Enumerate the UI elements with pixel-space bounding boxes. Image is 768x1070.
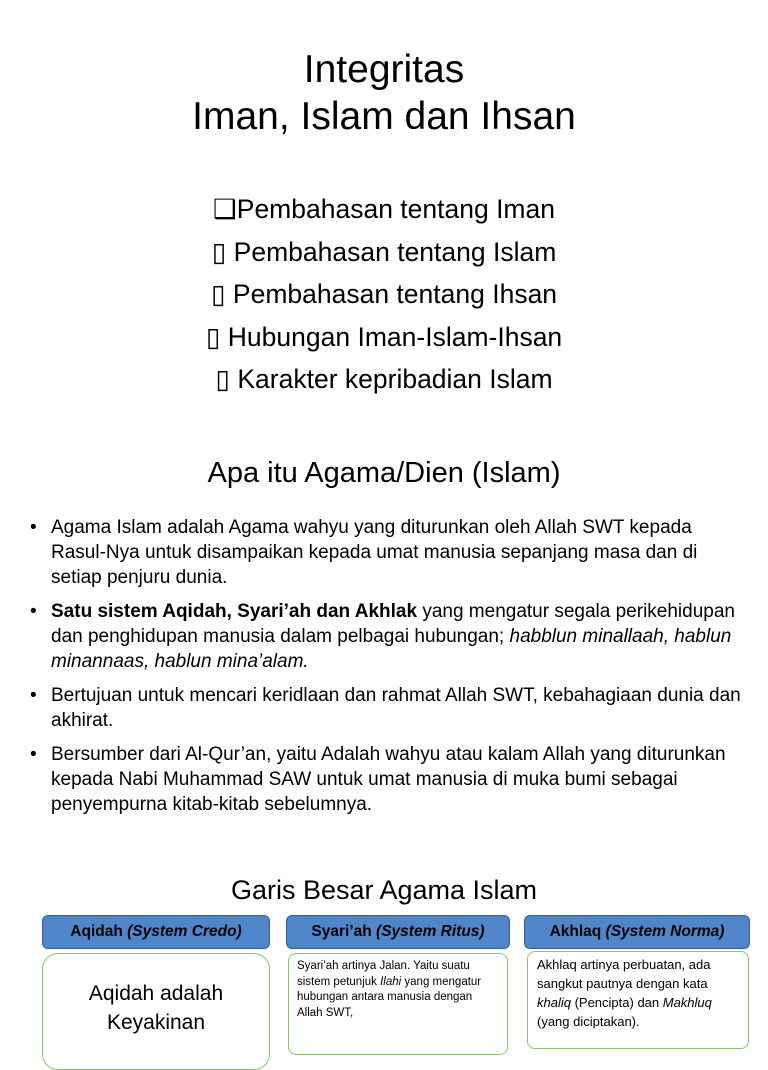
agenda-item: [0, 188, 768, 231]
aqidah-header-italic: (System Credo): [127, 923, 242, 940]
akhlaq-body-italic: khaliq: [537, 995, 571, 1010]
syariah-body-text: yang mengatur hubungan antara manusia dengan Allah SWT,: [297, 975, 482, 1019]
agenda-item-text: Pembahasan tentang Islam: [233, 236, 557, 267]
akhlaq-body-text: (yang diciptakan).: [537, 1014, 640, 1029]
agenda-item-text: Hubungan Iman-Islam-Ihsan: [227, 321, 563, 352]
syariah-header-italic: (System Ritus): [376, 923, 485, 940]
bullet-italic-text: habblun minallaah, hablun minannaas, hablun mina’alam.: [51, 626, 732, 672]
slide-title: [0, 46, 768, 140]
missing-glyph-icon: ▯: [215, 364, 230, 394]
agenda-item: [0, 231, 768, 274]
syariah-body-italic: Ilahi: [380, 975, 402, 988]
aqidah-header: [42, 915, 270, 949]
section-title-garis-besar: Garis Besar Agama Islam: [230, 875, 538, 905]
section-title-agama: Apa itu Agama/Dien (Islam): [207, 457, 561, 489]
aqidah-body: [42, 953, 270, 1070]
missing-glyph-icon: ▯: [211, 236, 227, 267]
akhlaq-header: [524, 915, 750, 949]
bullet-item: [30, 742, 750, 817]
aqidah-body-line2: Keyakinan: [106, 1011, 206, 1034]
slide-title-line2: Iman, Islam dan Ihsan: [192, 95, 576, 138]
akhlaq-body-text: (Pencipta) dan: [570, 995, 663, 1010]
agenda-item-text: Pembahasan tentang Iman: [236, 194, 555, 224]
bullet-text: Agama Islam adalah Agama wahyu yang diturunkan oleh Allah SWT kepada Rasul-Nya untuk disampaikan kepada umat manusia sepanjang masa dan di setiap penjuru dunia.: [51, 517, 698, 588]
agenda-list: [0, 188, 768, 401]
agenda-item: [0, 358, 768, 401]
akhlaq-header-label: Akhlaq: [549, 923, 606, 940]
akhlaq-header-italic: (System Norma): [605, 923, 725, 940]
bullet-text: Bersumber dari Al-Qur’an, yaitu Adalah wahyu atau kalam Allah yang diturunkan kepada Nabi Muhammad SAW untuk umat manusia di muka bumi sebagai penyempurna kitab-kitab sebelumnya.: [51, 744, 726, 815]
bullet-text: yang mengatur segala perikehidupan dan penghidupan manusia dalam pelbagai hubungan;: [51, 601, 735, 647]
syariah-header: [286, 915, 510, 949]
syariah-body-text: Syari’ah artinya Jalan. Yaitu suatu sistem petunjuk: [297, 960, 470, 988]
bullet-icon: •: [30, 601, 37, 622]
missing-glyph-icon: ▯: [205, 321, 221, 352]
slide-title-line1: Integritas: [303, 48, 465, 91]
bullet-icon: •: [30, 744, 37, 765]
aqidah-header-label: Aqidah: [70, 923, 128, 940]
syariah-header-label: Syari’ah: [311, 923, 377, 940]
bullet-item: [30, 515, 750, 590]
bullet-icon: •: [30, 685, 37, 706]
bullet-item: [30, 683, 750, 733]
agenda-item-text: Karakter kepribadian Islam: [237, 364, 553, 394]
missing-glyph-icon: ▯: [210, 279, 226, 309]
bullet-icon: •: [30, 517, 37, 538]
checkbox-icon: ❑: [213, 194, 237, 224]
akhlaq-body: [527, 951, 749, 1049]
bullet-item: [30, 599, 750, 674]
bullet-bold-text: Satu sistem Aqidah, Syari’ah dan Akhlak: [51, 601, 418, 622]
akhlaq-body-italic: Makhluq: [662, 995, 712, 1010]
syariah-body: [288, 953, 508, 1055]
agenda-item-text: Pembahasan tentang Ihsan: [232, 279, 558, 309]
bullet-text: Bertujuan untuk mencari keridlaan dan rahmat Allah SWT, kebahagiaan dunia dan akhirat.: [51, 685, 741, 731]
agenda-item: [0, 316, 768, 359]
akhlaq-body-text: Akhlaq artinya perbuatan, ada sangkut pautnya dengan kata: [537, 957, 711, 991]
aqidah-body-line1: Aqidah adalah: [88, 982, 224, 1005]
agenda-item: [0, 273, 768, 316]
bullet-list: [30, 515, 750, 826]
